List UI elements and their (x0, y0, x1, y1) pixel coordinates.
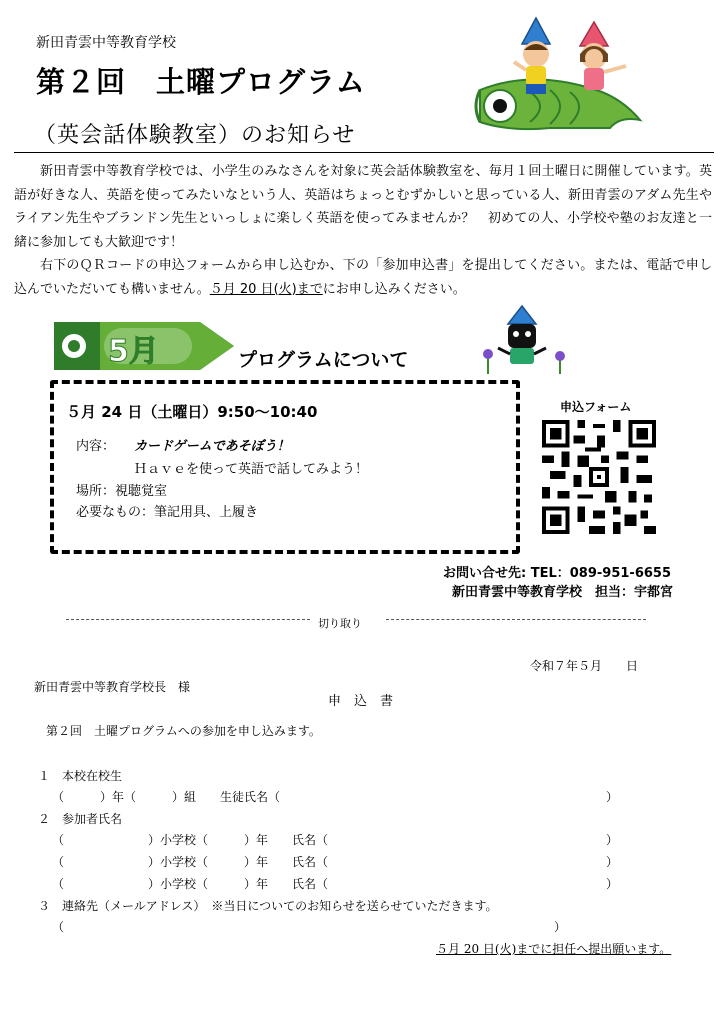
section-3-email-row[interactable]: （ (52, 920, 65, 934)
form-deadline-note: ５月 20 日(火)までに担任へ提出願います。 (436, 942, 672, 956)
page-subtitle: （英会話体験教室）のお知らせ (34, 123, 356, 148)
cut-line-right (386, 619, 646, 620)
content-label: 内容： (76, 439, 116, 454)
section-3-close: ） (554, 920, 567, 934)
section-2-participant-row-3[interactable]: （ ）小学校（ ）年 氏名（ (52, 877, 329, 891)
character-with-flowers-illustration (480, 304, 570, 376)
header-rule (14, 152, 714, 153)
section-2-participant-row-1[interactable]: （ ）小学校（ ）年 氏名（ (52, 833, 329, 847)
qr-label: 申込フォーム (560, 400, 632, 414)
qr-code[interactable] (542, 420, 656, 534)
form-statement: 第２回 土曜プログラムへの参加を申し込みます。 (46, 724, 321, 738)
month-label: 5月 (108, 334, 159, 369)
intro-paragraph-2: 右下のＱＲコードの申込フォームから申し込むか、下の「参加申込書」を提出してください。または、電話で申し込んでいただいても構いません。５月 20 日(火)までにお申し込みください。 (14, 258, 712, 297)
program-place: 場所：視聴覚室 (76, 484, 168, 499)
program-date: ５月 24 日（土曜日）9:50～10:40 (66, 403, 318, 421)
page-title: 第２回 土曜プログラム (36, 65, 366, 99)
section-3-title: ３ 連絡先（メールアドレス） ※当日についてのお知らせを送らせていただきます。 (38, 899, 498, 913)
deadline-text: ５月 20 日(火)まで (209, 281, 323, 297)
section-2-close-2: ） (606, 855, 619, 869)
form-date: 令和７年５月 日 (530, 659, 639, 673)
section-2-close-3: ） (606, 877, 619, 891)
cut-label: 切り取り (318, 617, 362, 630)
contact-person: 新田青雲中等教育学校 担当：宇都宮 (452, 585, 674, 600)
kids-on-carp-illustration (470, 10, 646, 148)
program-heading: プログラムについて (238, 349, 409, 371)
section-2-title: ２ 参加者氏名 (38, 812, 123, 826)
section-2-participant-row-2[interactable]: （ ）小学校（ ）年 氏名（ (52, 855, 329, 869)
content-detail: Ｈａｖｅを使って英語で話してみよう！ (134, 462, 369, 477)
section-1-title: １ 本校在校生 (38, 769, 123, 783)
program-items: 必要なもの：筆記用具、上履き (76, 505, 259, 520)
intro-paragraph-1: 新田青雲中等教育学校では、小学生のみなさんを対象に英会話体験教室を、毎月１回土曜日に開催しています。英語が好きな人、英語を使ってみたいなという人、英語はちょっとむずかしいと思っている人、新田青雲のアダム先生やライアン先生やブランドン先生といっしょに楽しく英語を使ってみませんか？ 初めての人、小学校や塾のお友達と一緒に参加しても大歓迎です！ (14, 164, 712, 250)
section-1-student-row[interactable]: （ ）年（ ）組 生徒氏名（ (52, 790, 281, 804)
contact-phone: お問い合せ先: TEL：089-951-6655 (443, 566, 672, 581)
content-title: カードゲームであそぼう！ (134, 439, 290, 454)
form-title: 申 込 書 (328, 694, 394, 709)
form-addressee: 新田青雲中等教育学校長 様 (34, 680, 191, 694)
section-1-close: ） (606, 790, 619, 804)
intro-text (14, 160, 712, 301)
school-name: 新田青雲中等教育学校 (36, 35, 176, 51)
section-2-close-1: ） (606, 833, 619, 847)
cut-line-left (66, 619, 310, 620)
